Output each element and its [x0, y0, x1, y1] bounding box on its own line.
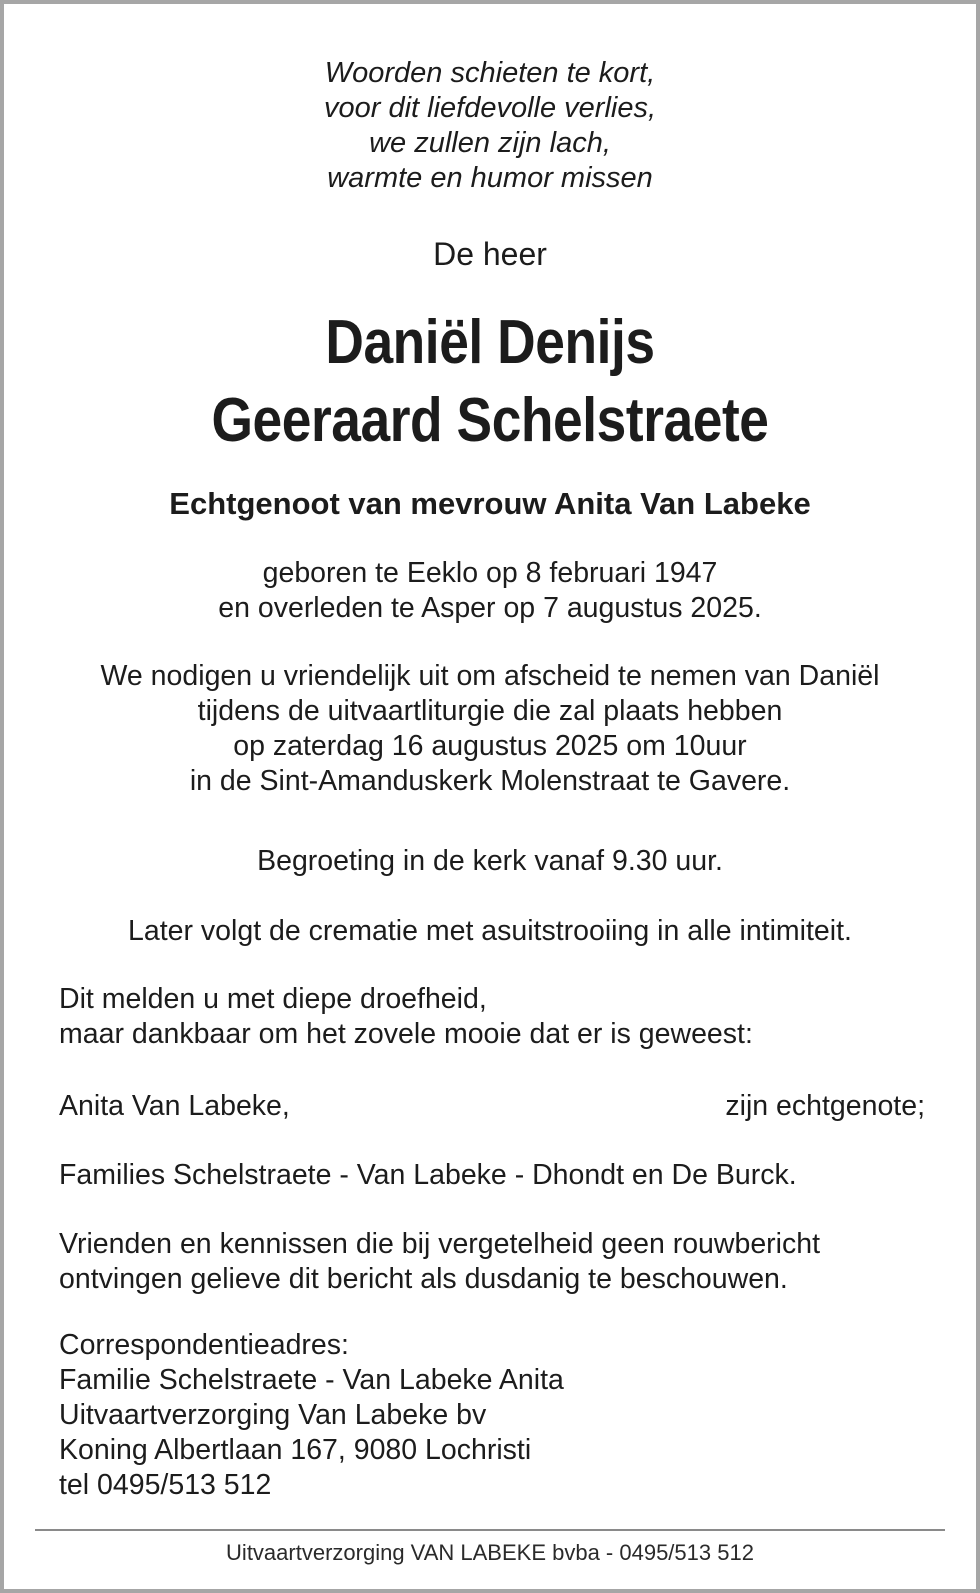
deceased-name — [72, 304, 908, 460]
deceased-name-line-2: Geeraard Schelstraete — [211, 386, 769, 455]
correspondence-line: Correspondentieadres: — [59, 1329, 349, 1361]
mourner-spouse-relation: zijn echtgenote; — [725, 1090, 925, 1122]
birth-line: geboren te Eeklo op 8 februari 1947 — [262, 557, 718, 589]
footer-funeral-home: Uitvaartverzorging VAN LABEKE bvba - 0495/513 512 — [226, 1540, 754, 1565]
poem-line: we zullen zijn lach, — [369, 127, 611, 159]
honorific: De heer — [433, 236, 547, 272]
birth-death-block — [4, 556, 976, 626]
announcement-line-2: maar dankbaar om het zovele mooie dat er is geweest: — [59, 1018, 753, 1050]
poem-line: warmte en humor missen — [327, 162, 653, 194]
footer-divider — [35, 1529, 945, 1531]
correspondence-line: Koning Albertlaan 167, 9080 Lochristi — [59, 1434, 532, 1466]
announcement-line-1: Dit melden u met diepe droefheid, — [59, 983, 487, 1015]
notice-line-1: Vrienden en kennissen die bij vergetelheid geen rouwbericht — [59, 1228, 821, 1260]
invitation-line: in de Sint-Amanduskerk Molenstraat te Gavere. — [189, 765, 791, 797]
announcement-block — [59, 982, 939, 1052]
invitation-block — [4, 659, 976, 799]
deceased-name-line-1: Daniël Denijs — [325, 308, 655, 377]
poem — [4, 56, 976, 196]
correspondence-line: tel 0495/513 512 — [59, 1469, 272, 1501]
cremation-line: Later volgt de crematie met asuitstrooiing in alle intimiteit. — [128, 915, 852, 947]
spouse-line: Echtgenoot van mevrouw Anita Van Labeke — [169, 486, 811, 521]
invitation-line: tijdens de uitvaartliturgie die zal plaats hebben — [197, 695, 783, 727]
poem-line: Woorden schieten te kort, — [324, 57, 656, 89]
correspondence-line: Familie Schelstraete - Van Labeke Anita — [59, 1364, 564, 1396]
correspondence-line: Uitvaartverzorging Van Labeke bv — [59, 1399, 487, 1431]
notice-block — [59, 1227, 939, 1297]
mourner-families: Families Schelstraete - Van Labeke - Dhondt en De Burck. — [59, 1159, 797, 1191]
mourner-spouse-row — [59, 1089, 925, 1124]
poem-line: voor dit liefdevolle verlies, — [323, 92, 657, 124]
invitation-line: op zaterdag 16 augustus 2025 om 10uur — [233, 730, 747, 762]
correspondence-address — [59, 1328, 939, 1503]
notice-line-2: ontvingen gelieve dit bericht als dusdanig te beschouwen. — [59, 1263, 788, 1295]
death-line: en overleden te Asper op 7 augustus 2025. — [218, 592, 762, 624]
mourner-spouse-name: Anita Van Labeke, — [59, 1090, 290, 1122]
invitation-line: We nodigen u vriendelijk uit om afscheid te nemen van Daniël — [100, 660, 880, 692]
greeting-line: Begroeting in de kerk vanaf 9.30 uur. — [257, 845, 723, 877]
